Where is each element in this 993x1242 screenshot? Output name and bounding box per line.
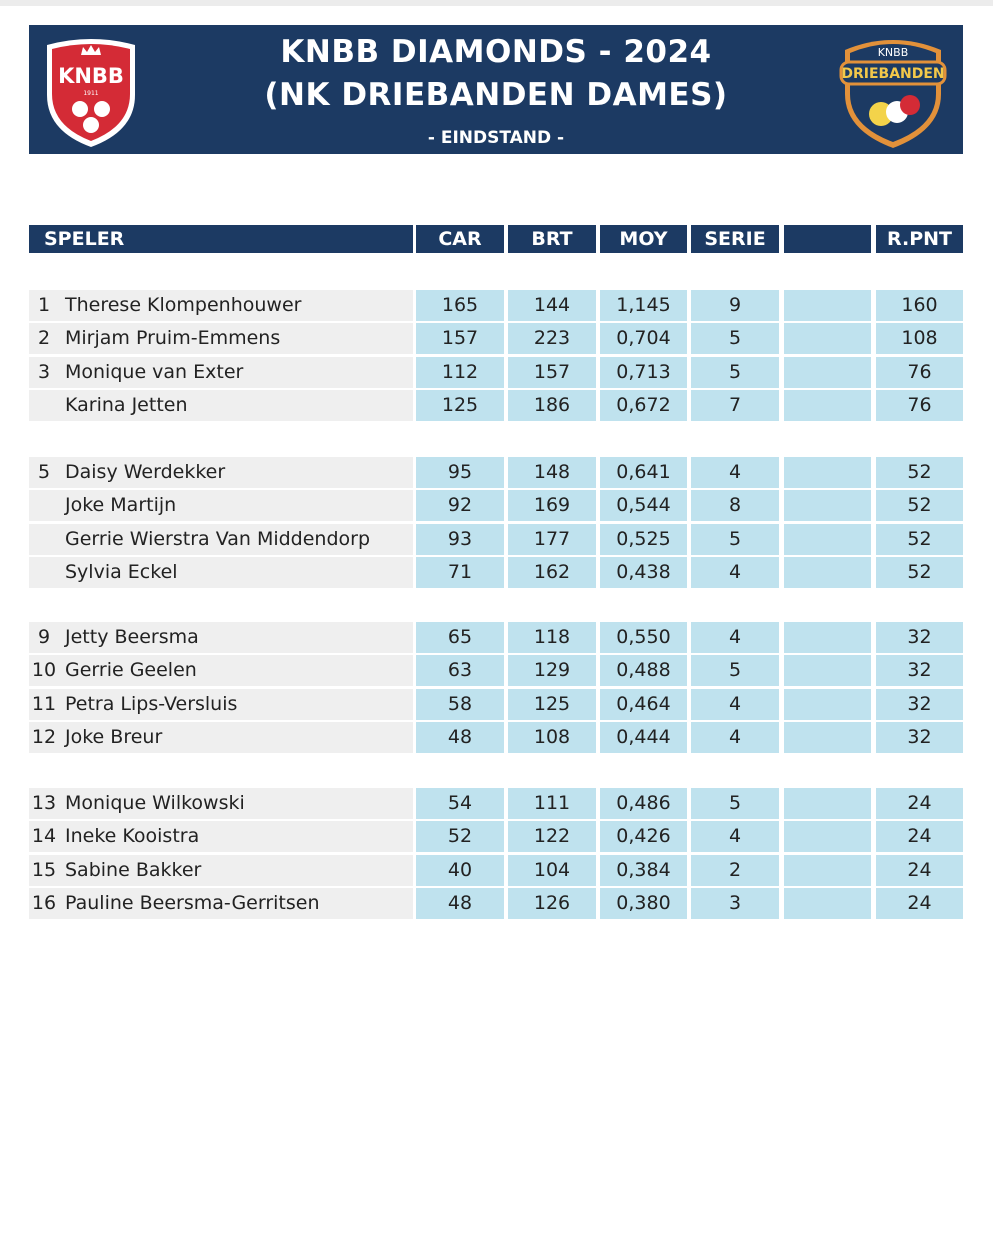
player-cell (29, 357, 413, 388)
svg-text:KNBB: KNBB (58, 64, 124, 88)
cell-brt: 108 (508, 722, 596, 753)
rank: 10 (31, 659, 57, 682)
cell-extra (784, 357, 871, 388)
table-row (29, 457, 963, 488)
cell-rpnt: 32 (876, 722, 963, 753)
cell-moy: 0,641 (600, 457, 687, 488)
cell-serie: 5 (691, 323, 779, 354)
table-row (29, 722, 963, 753)
player-name: Karina Jetten (65, 393, 188, 416)
player-name: Monique van Exter (65, 360, 244, 383)
cell-serie: 5 (691, 357, 779, 388)
cell-brt: 144 (508, 290, 596, 321)
cell-rpnt: 76 (876, 357, 963, 388)
cell-extra (784, 524, 871, 555)
cell-moy: 1,145 (600, 290, 687, 321)
page-subtitle: - EINDSTAND - (427, 128, 565, 148)
table-row (29, 821, 963, 852)
cell-car: 40 (416, 855, 504, 886)
cell-rpnt: 32 (876, 689, 963, 720)
player-name: Jetty Beersma (65, 626, 199, 648)
driebanden-logo (835, 32, 951, 150)
cell-extra (784, 821, 871, 852)
cell-brt: 169 (508, 490, 596, 521)
cell-rpnt: 108 (876, 323, 963, 354)
player-cell (29, 888, 413, 919)
cell-car: 58 (416, 689, 504, 720)
rank: 13 (31, 792, 57, 814)
player-cell (29, 457, 413, 488)
player-name: Mirjam Pruim-Emmens (65, 327, 281, 350)
svg-text:KNBB: KNBB (877, 46, 909, 59)
cell-serie: 3 (691, 888, 779, 919)
cell-car: 165 (416, 290, 504, 321)
player-cell (29, 788, 413, 819)
cell-car: 71 (416, 557, 504, 588)
player-cell (29, 655, 413, 686)
table-row (29, 390, 963, 421)
cell-rpnt: 32 (876, 622, 963, 653)
rank: 9 (37, 626, 51, 648)
cell-rpnt: 52 (876, 557, 963, 588)
rank: 12 (31, 725, 57, 748)
player-cell (29, 390, 413, 421)
cell-extra (784, 888, 871, 919)
cell-extra (784, 557, 871, 588)
cell-rpnt: 160 (876, 290, 963, 321)
cell-brt: 223 (508, 323, 596, 354)
cell-extra (784, 855, 871, 886)
cell-serie: 9 (691, 290, 779, 321)
cell-car: 48 (416, 888, 504, 919)
cell-serie: 4 (691, 821, 779, 852)
cell-extra (784, 290, 871, 321)
page-title-line2: (NK DRIEBANDEN DAMES) (264, 77, 728, 113)
column-header-serie: SERIE (691, 225, 779, 253)
player-name: Joke Martijn (65, 494, 177, 517)
cell-moy: 0,544 (600, 490, 687, 521)
cell-serie: 4 (691, 689, 779, 720)
cell-rpnt: 24 (876, 888, 963, 919)
cell-moy: 0,464 (600, 689, 687, 720)
player-cell (29, 490, 413, 521)
cell-car: 92 (416, 490, 504, 521)
player-name: Sylvia Eckel (65, 560, 178, 583)
cell-extra (784, 622, 871, 653)
rank: 16 (31, 891, 57, 914)
table-row (29, 557, 963, 588)
player-cell (29, 689, 413, 720)
player-name: Daisy Werdekker (65, 461, 226, 483)
table-row (29, 655, 963, 686)
player-cell (29, 821, 413, 852)
cell-rpnt: 76 (876, 390, 963, 421)
table-row (29, 888, 963, 919)
player-name: Petra Lips-Versluis (65, 692, 238, 715)
cell-extra (784, 457, 871, 488)
table-row (29, 689, 963, 720)
rank: 3 (37, 360, 51, 383)
player-name: Pauline Beersma-Gerritsen (65, 891, 320, 914)
rank: 15 (31, 858, 57, 881)
table-row (29, 290, 963, 321)
cell-extra (784, 655, 871, 686)
cell-extra (784, 788, 871, 819)
cell-rpnt: 32 (876, 655, 963, 686)
column-header-speler: SPELER (29, 225, 413, 253)
cell-brt: 122 (508, 821, 596, 852)
column-header-brt: BRT (508, 225, 596, 253)
cell-brt: 111 (508, 788, 596, 819)
player-name: Gerrie Geelen (65, 659, 197, 682)
cell-rpnt: 24 (876, 788, 963, 819)
cell-car: 93 (416, 524, 504, 555)
cell-brt: 129 (508, 655, 596, 686)
cell-car: 125 (416, 390, 504, 421)
cell-car: 112 (416, 357, 504, 388)
svg-text:DRIEBANDEN: DRIEBANDEN (841, 66, 945, 82)
player-name: Sabine Bakker (65, 858, 202, 881)
rank: 11 (31, 692, 57, 715)
cell-extra (784, 323, 871, 354)
cell-serie: 5 (691, 524, 779, 555)
cell-brt: 126 (508, 888, 596, 919)
cell-serie: 4 (691, 457, 779, 488)
player-cell (29, 557, 413, 588)
cell-moy: 0,444 (600, 722, 687, 753)
page-title-line1: KNBB DIAMONDS - 2024 (280, 34, 712, 70)
cell-rpnt: 24 (876, 821, 963, 852)
cell-car: 63 (416, 655, 504, 686)
cell-brt: 104 (508, 855, 596, 886)
cell-brt: 186 (508, 390, 596, 421)
cell-moy: 0,713 (600, 357, 687, 388)
player-cell (29, 722, 413, 753)
cell-moy: 0,438 (600, 557, 687, 588)
rank: 14 (31, 825, 57, 848)
cell-rpnt: 52 (876, 524, 963, 555)
column-header-blank (784, 225, 871, 253)
player-name: Therese Klompenhouwer (65, 294, 302, 316)
player-cell (29, 855, 413, 886)
table-row (29, 622, 963, 653)
cell-moy: 0,704 (600, 323, 687, 354)
cell-moy: 0,525 (600, 524, 687, 555)
cell-serie: 5 (691, 788, 779, 819)
cell-extra (784, 689, 871, 720)
player-name: Monique Wilkowski (65, 792, 245, 814)
column-header-rpnt: R.PNT (876, 225, 963, 253)
table-row (29, 490, 963, 521)
cell-serie: 4 (691, 622, 779, 653)
cell-serie: 2 (691, 855, 779, 886)
player-cell (29, 290, 413, 321)
cell-serie: 8 (691, 490, 779, 521)
cell-car: 95 (416, 457, 504, 488)
cell-moy: 0,672 (600, 390, 687, 421)
cell-moy: 0,380 (600, 888, 687, 919)
cell-extra (784, 722, 871, 753)
cell-brt: 162 (508, 557, 596, 588)
cell-moy: 0,384 (600, 855, 687, 886)
cell-serie: 4 (691, 557, 779, 588)
rank: 5 (37, 461, 51, 483)
cell-rpnt: 52 (876, 457, 963, 488)
cell-car: 54 (416, 788, 504, 819)
top-border (0, 0, 993, 6)
table-row (29, 855, 963, 886)
player-name: Gerrie Wierstra Van Middendorp (65, 527, 371, 550)
cell-serie: 5 (691, 655, 779, 686)
cell-extra (784, 490, 871, 521)
cell-car: 65 (416, 622, 504, 653)
cell-serie: 4 (691, 722, 779, 753)
rank: 1 (37, 294, 51, 316)
cell-car: 48 (416, 722, 504, 753)
cell-moy: 0,550 (600, 622, 687, 653)
cell-brt: 157 (508, 357, 596, 388)
cell-rpnt: 24 (876, 855, 963, 886)
table-row (29, 357, 963, 388)
cell-extra (784, 390, 871, 421)
player-name: Ineke Kooistra (65, 825, 200, 848)
rank: 2 (37, 327, 51, 350)
column-header-car: CAR (416, 225, 504, 253)
player-cell (29, 524, 413, 555)
cell-brt: 118 (508, 622, 596, 653)
cell-serie: 7 (691, 390, 779, 421)
page-header (29, 25, 963, 154)
cell-moy: 0,488 (600, 655, 687, 686)
cell-brt: 125 (508, 689, 596, 720)
cell-rpnt: 52 (876, 490, 963, 521)
player-cell (29, 323, 413, 354)
player-cell (29, 622, 413, 653)
player-name: Joke Breur (65, 725, 163, 748)
cell-car: 157 (416, 323, 504, 354)
cell-moy: 0,486 (600, 788, 687, 819)
column-header-moy: MOY (600, 225, 687, 253)
table-row (29, 524, 963, 555)
cell-brt: 177 (508, 524, 596, 555)
cell-car: 52 (416, 821, 504, 852)
cell-brt: 148 (508, 457, 596, 488)
table-row (29, 323, 963, 354)
svg-text:1911: 1911 (83, 90, 99, 97)
table-row (29, 788, 963, 819)
cell-moy: 0,426 (600, 821, 687, 852)
